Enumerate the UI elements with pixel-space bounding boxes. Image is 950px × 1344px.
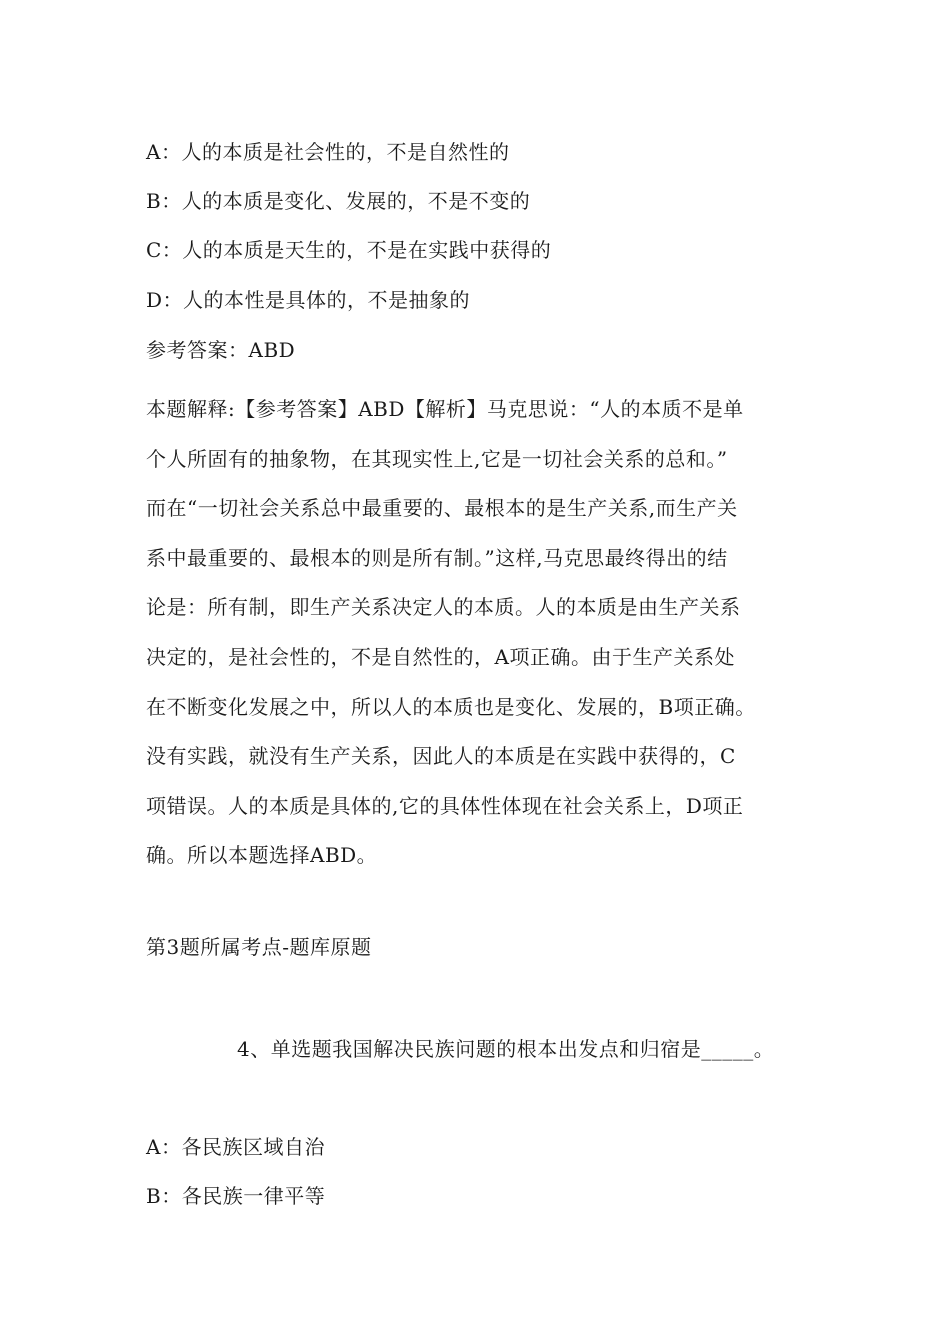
explanation-line: 个人所固有的抽象物，在其现实性上,它是一切社会关系的总和。” (146, 446, 728, 471)
explanation-line: 在不断变化发展之中，所以人的本质也是变化、发展的，B项正确。 (146, 694, 756, 719)
q4-stem: 4、单选题我国解决民族问题的根本出发点和归宿是_____。 (237, 1037, 775, 1061)
q3-knowledge-point: 第3题所属考点-题库原题 (146, 935, 372, 959)
explanation-line: 没有实践，就没有生产关系，因此人的本质是在实践中获得的，C (146, 744, 736, 769)
q3-option-c: C：人的本质是天生的，不是在实践中获得的 (146, 238, 552, 262)
q3-option-a: A：人的本质是社会性的，不是自然性的 (146, 140, 510, 164)
q4-option-a: A：各民族区域自治 (146, 1135, 325, 1159)
q3-option-b: B：人的本质是变化、发展的，不是不变的 (146, 189, 531, 213)
q3-option-d: D：人的本性是具体的，不是抽象的 (146, 288, 471, 312)
explanation-line: 系中最重要的、最根本的则是所有制。”这样,马克思最终得出的结 (146, 545, 728, 570)
explanation-line: 论是：所有制，即生产关系决定人的本质。人的本质是由生产关系 (146, 595, 741, 620)
explanation-line: 项错误。人的本质是具体的,它的具体性体现在社会关系上，D项正 (146, 793, 744, 818)
q4-option-b: B：各民族一律平等 (146, 1184, 326, 1208)
explanation-line: 决定的，是社会性的，不是自然性的，A项正确。由于生产关系处 (146, 644, 735, 669)
explanation-line: 而在“一切社会关系总中最重要的、最根本的是生产关系,而生产关 (146, 496, 738, 521)
q3-explanation (146, 385, 814, 881)
explanation-line: 本题解释:【参考答案】ABD【解析】马克思说：“人的本质不是单 (146, 397, 744, 421)
explanation-line: 确。所以本题选择ABD。 (146, 843, 378, 868)
q3-answer: 参考答案：ABD (146, 338, 296, 362)
